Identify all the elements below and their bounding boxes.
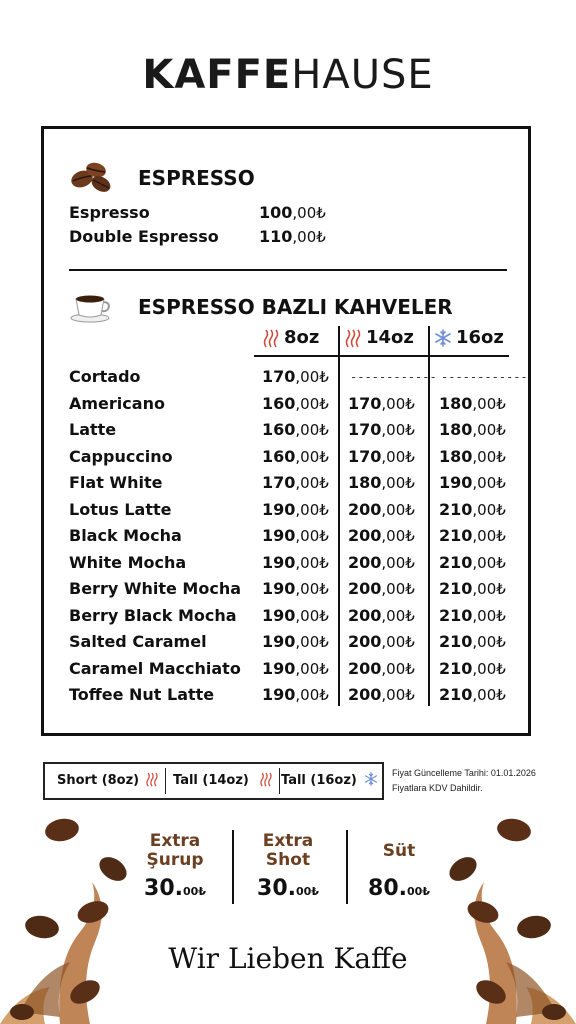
price-p8-int: 190: [262, 658, 296, 678]
espresso-price-int: 100: [259, 203, 293, 222]
price-p8-int: 190: [262, 552, 296, 572]
snowflake-icon: [364, 772, 378, 791]
espresso-item-price: [259, 203, 326, 222]
extra-label-line1: Süt: [382, 841, 416, 861]
price-p16-int: 210: [439, 499, 473, 519]
price-p16-dec: ,00₺: [472, 659, 506, 678]
price-p14-int: 170: [348, 420, 382, 439]
footer-slogan: Wir Lieben Kaffe: [168, 942, 408, 975]
size-header-underline: [254, 355, 509, 357]
price-p14-int: 170: [348, 393, 382, 413]
price-p14: [348, 394, 415, 413]
price-p14: [348, 420, 415, 439]
legend-separator: [279, 768, 280, 794]
extra-label: [238, 832, 338, 870]
brand-light: HAUSE: [291, 52, 434, 98]
price-p8-dec: ,00₺: [295, 633, 329, 651]
price-p8-dec: ,00₺: [295, 686, 329, 704]
extra-price: [238, 876, 338, 901]
size-legend: [43, 762, 384, 800]
price-p14: [348, 579, 415, 598]
price-p8-int: 190: [262, 632, 296, 651]
size-header-1: 14oz: [366, 327, 414, 348]
price-p8-int: 190: [262, 526, 296, 545]
price-p14-dec: ,00₺: [381, 553, 415, 572]
price-p14-dec: ,00₺: [381, 474, 415, 492]
price-p14-int: 200: [348, 685, 382, 704]
hot-steam-icon: [145, 772, 159, 793]
price-p8: [262, 606, 329, 625]
extra-price-int: 30.: [257, 876, 296, 901]
price-p14: [348, 659, 415, 678]
price-p14-dec: ,00₺: [381, 394, 415, 413]
price-p16: [439, 606, 506, 625]
price-p8-int: 160: [262, 446, 296, 466]
column-divider-1: [338, 326, 340, 706]
not-available-dashes: ------------: [441, 370, 528, 384]
price-p14-dec: ,00₺: [381, 500, 415, 519]
price-p8-dec: ,00₺: [295, 421, 329, 439]
price-p16-dec: ,00₺: [472, 474, 506, 492]
coffee-name: Black Mocha: [69, 526, 182, 545]
price-p8-dec: ,00₺: [295, 606, 329, 625]
hot-steam-icon: [262, 329, 280, 354]
coffee-name: Berry White Mocha: [69, 579, 242, 598]
price-p8: [262, 685, 329, 704]
price-p8-dec: ,00₺: [295, 447, 329, 466]
price-p16-int: 210: [439, 526, 473, 545]
hot-steam-icon: [259, 772, 273, 793]
coffee-name: Flat White: [69, 473, 163, 492]
price-p16: [439, 394, 506, 413]
price-p8: [262, 420, 329, 439]
legend-item-label: Tall (14oz): [173, 773, 249, 788]
price-p16-int: 210: [439, 658, 473, 678]
price-p8-int: 160: [262, 393, 296, 413]
price-p16: [439, 420, 506, 439]
extra-price-int: 30.: [144, 876, 183, 901]
extra-price: [349, 876, 449, 901]
coffee-beans-icon: [68, 159, 116, 195]
price-p16-int: 180: [439, 446, 473, 466]
coffee-name: Cappuccino: [69, 446, 173, 466]
price-p16-dec: ,00₺: [472, 686, 506, 704]
price-p16-int: 210: [439, 579, 473, 598]
price-p16-int: 210: [439, 685, 473, 704]
price-p16: [439, 473, 506, 492]
legend-item-label: Tall (16oz): [281, 773, 357, 788]
price-p14: [348, 553, 415, 572]
price-p8: [262, 394, 329, 413]
price-p14-dec: ,00₺: [381, 447, 415, 466]
size-header-2: 16oz: [456, 327, 504, 348]
price-p16: [439, 553, 506, 572]
coffee-name: Berry Black Mocha: [69, 605, 237, 625]
price-p16: [439, 632, 506, 651]
extra-price-dec: 00₺: [407, 885, 430, 898]
price-p14: [348, 500, 415, 519]
price-p14-int: 180: [348, 473, 382, 492]
price-p8: [262, 500, 329, 519]
price-p8-int: 170: [262, 473, 296, 492]
coffee-name: Salted Caramel: [69, 632, 207, 651]
price-p8-int: 190: [262, 605, 296, 625]
price-p16-dec: ,00₺: [472, 394, 506, 413]
brand-bold: KAFFE: [142, 52, 292, 98]
price-p8: [262, 579, 329, 598]
price-p14-int: 200: [348, 552, 382, 572]
price-p8-dec: ,00₺: [295, 553, 329, 572]
price-p14: [348, 606, 415, 625]
price-p14: [348, 685, 415, 704]
price-p16-dec: ,00₺: [472, 606, 506, 625]
price-p14: [348, 447, 415, 466]
price-p16-int: 210: [439, 552, 473, 572]
espresso-price-dec: ,00₺: [292, 228, 326, 246]
section-divider: [69, 269, 507, 271]
extra-label-line1: Extra: [262, 831, 314, 851]
extra-label-line1: Extra: [149, 831, 201, 851]
not-available-dashes: ------------: [350, 370, 437, 384]
coffee-name: Americano: [69, 393, 165, 413]
price-p8-dec: ,00₺: [295, 394, 329, 413]
extra-price: [125, 876, 225, 901]
menu-panel: [41, 126, 531, 736]
price-p16: [439, 500, 506, 519]
price-p8: [262, 553, 329, 572]
coffee-name: Cortado: [69, 367, 141, 386]
price-p8-dec: ,00₺: [295, 580, 329, 598]
coffee-name: Toffee Nut Latte: [69, 685, 215, 704]
size-header-0: 8oz: [284, 327, 320, 348]
espresso-price-dec: ,00₺: [292, 204, 326, 222]
price-p16-dec: ,00₺: [472, 447, 506, 466]
price-p8-dec: ,00₺: [295, 500, 329, 519]
snowflake-icon: [434, 329, 452, 352]
price-p14-int: 200: [348, 632, 382, 651]
price-p14: [348, 632, 415, 651]
price-p8: [262, 447, 329, 466]
price-p16: [439, 447, 506, 466]
price-p16-dec: ,00₺: [472, 580, 506, 598]
coffee-name: Lotus Latte: [69, 499, 172, 519]
price-p8-dec: ,00₺: [295, 474, 329, 492]
price-p16-int: 180: [439, 420, 473, 439]
price-p16-dec: ,00₺: [472, 633, 506, 651]
brand-logo: [0, 52, 576, 98]
price-p14-int: 200: [348, 526, 382, 545]
price-p14-dec: ,00₺: [381, 527, 415, 545]
price-p16: [439, 526, 506, 545]
price-p16-dec: ,00₺: [472, 421, 506, 439]
extras-divider-2: [346, 830, 348, 904]
price-p16-dec: ,00₺: [472, 500, 506, 519]
hot-steam-icon: [344, 329, 362, 354]
espresso-item-price: [259, 227, 326, 246]
price-p8: [262, 367, 329, 386]
price-p14-dec: ,00₺: [381, 686, 415, 704]
price-p8-int: 190: [262, 499, 296, 519]
extra-price-dec: 00₺: [183, 885, 206, 898]
price-p8: [262, 526, 329, 545]
price-p16-int: 190: [439, 473, 473, 492]
price-p14-int: 170: [348, 446, 382, 466]
price-p8-int: 160: [262, 420, 296, 439]
price-p14-dec: ,00₺: [381, 633, 415, 651]
price-p16-int: 210: [439, 632, 473, 651]
price-p8-int: 190: [262, 685, 296, 704]
extra-label-line2: Shot: [265, 850, 311, 870]
coffee-name: White Mocha: [69, 552, 187, 572]
coffee-cup-icon: [70, 289, 114, 323]
price-p14-int: 200: [348, 579, 382, 598]
price-p14-dec: ,00₺: [381, 421, 415, 439]
price-p14: [348, 473, 415, 492]
coffee-name: Latte: [69, 420, 117, 439]
price-update-note: Fiyat Güncelleme Tarihi: 01.01.2026: [392, 768, 536, 778]
coffee-name: Caramel Macchiato: [69, 658, 241, 678]
price-p14-int: 200: [348, 605, 382, 625]
espresso-title: ESPRESSO: [138, 166, 255, 190]
extra-price-dec: 00₺: [296, 885, 319, 898]
price-p16-int: 210: [439, 605, 473, 625]
extra-label: [349, 842, 449, 861]
extras-divider-1: [232, 830, 234, 904]
price-p8-dec: ,00₺: [295, 527, 329, 545]
price-p8: [262, 473, 329, 492]
price-p8-int: 170: [262, 367, 296, 386]
price-p16-dec: ,00₺: [472, 553, 506, 572]
price-p14: [348, 526, 415, 545]
price-p8-dec: ,00₺: [295, 659, 329, 678]
espresso-based-title: ESPRESSO BAZLI KAHVELER: [138, 295, 453, 319]
price-p16: [439, 685, 506, 704]
legend-item-label: Short (8oz): [57, 773, 140, 788]
price-p14-dec: ,00₺: [381, 580, 415, 598]
extra-label: [125, 832, 225, 870]
espresso-item-name: Double Espresso: [69, 227, 219, 246]
price-p16: [439, 659, 506, 678]
price-p8-dec: ,00₺: [295, 368, 329, 386]
price-p8: [262, 632, 329, 651]
price-p16-dec: ,00₺: [472, 527, 506, 545]
vat-note: Fiyatlara KDV Dahildir.: [392, 783, 483, 793]
price-p8-int: 190: [262, 579, 296, 598]
price-p14-dec: ,00₺: [381, 606, 415, 625]
price-p16: [439, 579, 506, 598]
extra-price-int: 80.: [368, 876, 407, 901]
price-p14-int: 200: [348, 658, 382, 678]
price-p16-int: 180: [439, 393, 473, 413]
price-p14-dec: ,00₺: [381, 659, 415, 678]
price-p14-int: 200: [348, 499, 382, 519]
espresso-item-name: Espresso: [69, 203, 150, 222]
price-p8: [262, 659, 329, 678]
espresso-price-int: 110: [259, 227, 293, 246]
legend-separator: [165, 768, 166, 794]
extra-label-line2: Şurup: [146, 850, 204, 870]
